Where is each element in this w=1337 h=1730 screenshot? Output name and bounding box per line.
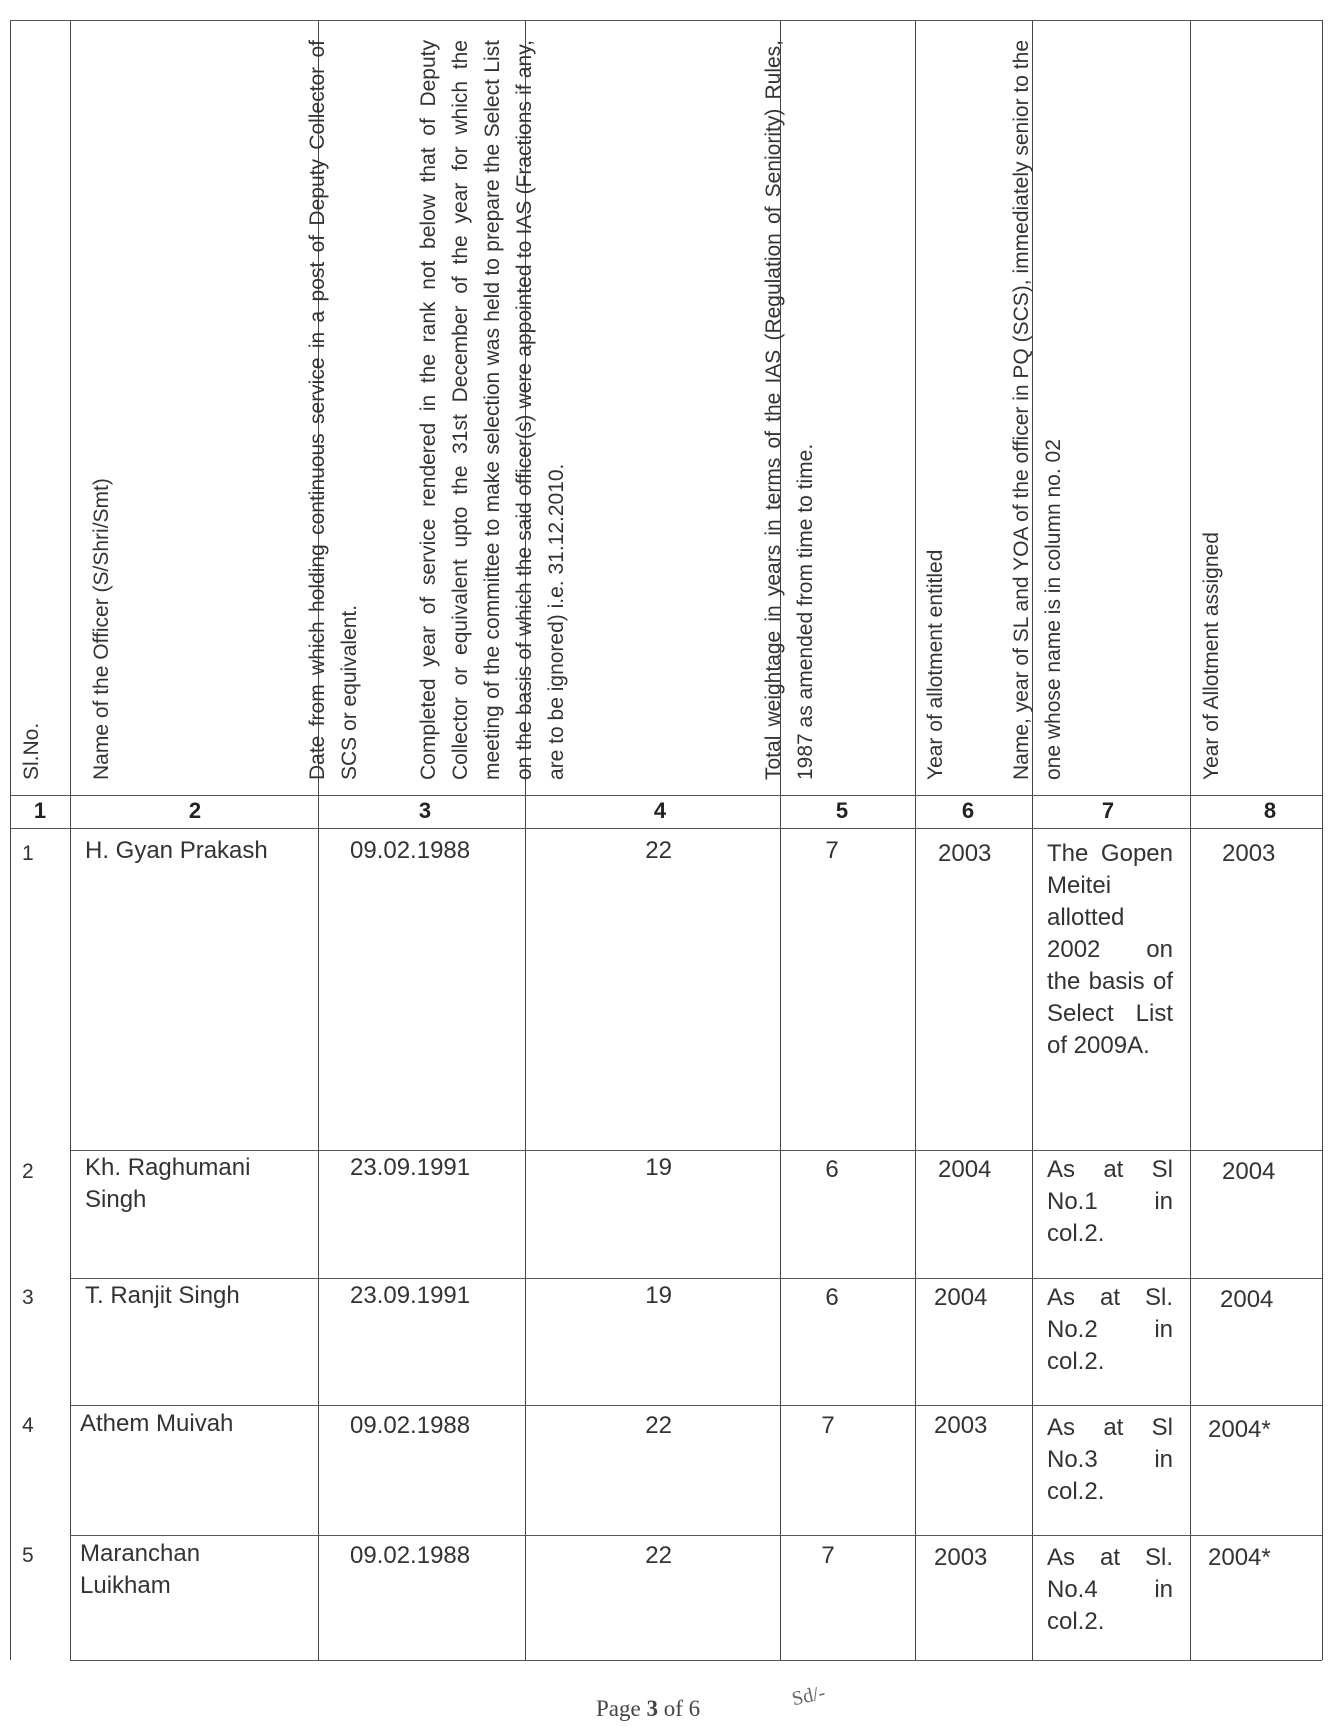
row-2-entitled: 2004 [938,1156,992,1183]
row-1-entitled: 2003 [938,840,992,867]
page-number: 3 [646,1696,658,1721]
column-number-2: 2 [188,798,202,823]
row-2-years: 19 [645,1154,672,1181]
row-5-entitled: 2003 [934,1544,988,1571]
row-1-assigned: 2003 [1222,840,1276,867]
row-5-senior: As at Sl. No.4 in col.2. [1047,1544,1173,1635]
header-year-assigned: Year of Allotment assigned [1200,532,1223,780]
row-5-date: 09.02.1988 [350,1542,471,1569]
row-separator-1 [70,1150,1322,1151]
header-bottom-line [10,795,1322,796]
header-senior-officer: Name, year of SL and YOA of the officer in PQ (SCS), immediately senior to the one whose name is in column no. 02 [1010,40,1065,780]
row-3-name: T. Ranjit Singh [85,1282,240,1309]
row-3-sl: 3 [22,1286,34,1309]
column-number-5: 5 [835,798,849,823]
row-2-senior: As at Sl No.1 in col.2. [1047,1156,1173,1247]
table-border-bottom [70,1660,1322,1661]
row-3-years: 19 [645,1282,672,1309]
of-label: of [663,1696,683,1721]
table-border-left [10,20,11,1660]
row-1-name: H. Gyan Prakash [85,837,268,864]
row-5-years: 22 [645,1542,672,1569]
row-1-senior: The Gopen Meitei allotted 2002 on the basis of Select List of 2009A. [1047,840,1173,1059]
row-separator-3 [70,1405,1322,1406]
row-3-entitled: 2004 [934,1284,988,1311]
header-officer-name: Name of the Officer (S/Shri/Smt) [90,478,113,780]
header-completed-years: Completed year of service rendered in the rank not below that of Deputy Collector or equivalent upto the 31st December of the year for which the meeting of the committee to make selection was held to prepare the Select List on the basis of which the said officer(s) were appointed to IAS (Fractions if any, are to be ignored) i.e. 31.12.2010. [417,40,568,780]
row-5-sl: 5 [22,1544,34,1567]
column-number-3: 3 [418,798,432,823]
row-3-weightage: 6 [825,1284,839,1311]
row-2-name: Kh. Raghumani Singh [85,1154,251,1213]
column-number-6: 6 [961,798,975,823]
table-border-right [1322,20,1323,1660]
row-4-weightage: 7 [821,1412,835,1439]
row-1-sl: 1 [22,842,34,865]
row-4-date: 09.02.1988 [350,1412,471,1439]
header-year-entitled: Year of allotment entitled [924,549,947,780]
row-3-senior: As at Sl. No.2 in col.2. [1047,1284,1173,1375]
col-divider-5 [915,20,916,1660]
row-4-entitled: 2003 [934,1412,988,1439]
row-2-date: 23.09.1991 [350,1154,471,1181]
row-separator-4 [70,1535,1322,1536]
column-number-1: 1 [33,798,47,823]
col-divider-1 [70,20,71,1660]
header-sl-no: Sl.No. [20,722,43,780]
row-1-years: 22 [645,837,672,864]
column-number-7: 7 [1101,798,1115,823]
row-5-weightage: 7 [821,1542,835,1569]
column-number-line [10,828,1322,829]
row-5-assigned: 2004* [1208,1544,1271,1571]
page-label: Page [596,1696,641,1721]
row-3-assigned: 2004 [1220,1286,1274,1313]
col-divider-7 [1190,20,1191,1660]
table-border-top [10,20,1322,21]
row-4-sl: 4 [22,1414,34,1437]
row-separator-2 [70,1278,1322,1279]
row-1-date: 09.02.1988 [350,837,471,864]
page-footer [596,1696,700,1722]
row-2-weightage: 6 [825,1156,839,1183]
row-4-name: Athem Muivah [80,1410,234,1437]
row-4-senior: As at Sl No.3 in col.2. [1047,1414,1173,1505]
signature-mark: Sd/- [789,1681,828,1711]
header-service-date: Date from which holding continuous service in a post of Deputy Collector of SCS or equivalent. [306,40,361,780]
row-3-date: 23.09.1991 [350,1282,471,1309]
row-4-assigned: 2004* [1208,1416,1271,1443]
header-total-weightage: Total weightage in years in terms of the IAS (Regulation of Seniority) Rules, 1987 as amended from time to time. [762,40,817,780]
row-2-sl: 2 [22,1160,34,1183]
row-1-weightage: 7 [825,837,839,864]
row-4-years: 22 [645,1412,672,1439]
column-number-8: 8 [1263,798,1277,823]
column-number-4: 4 [653,798,667,823]
page-total: 6 [688,1696,701,1721]
row-2-assigned: 2004 [1222,1158,1276,1185]
row-5-name: Maranchan Luikham [80,1540,201,1599]
